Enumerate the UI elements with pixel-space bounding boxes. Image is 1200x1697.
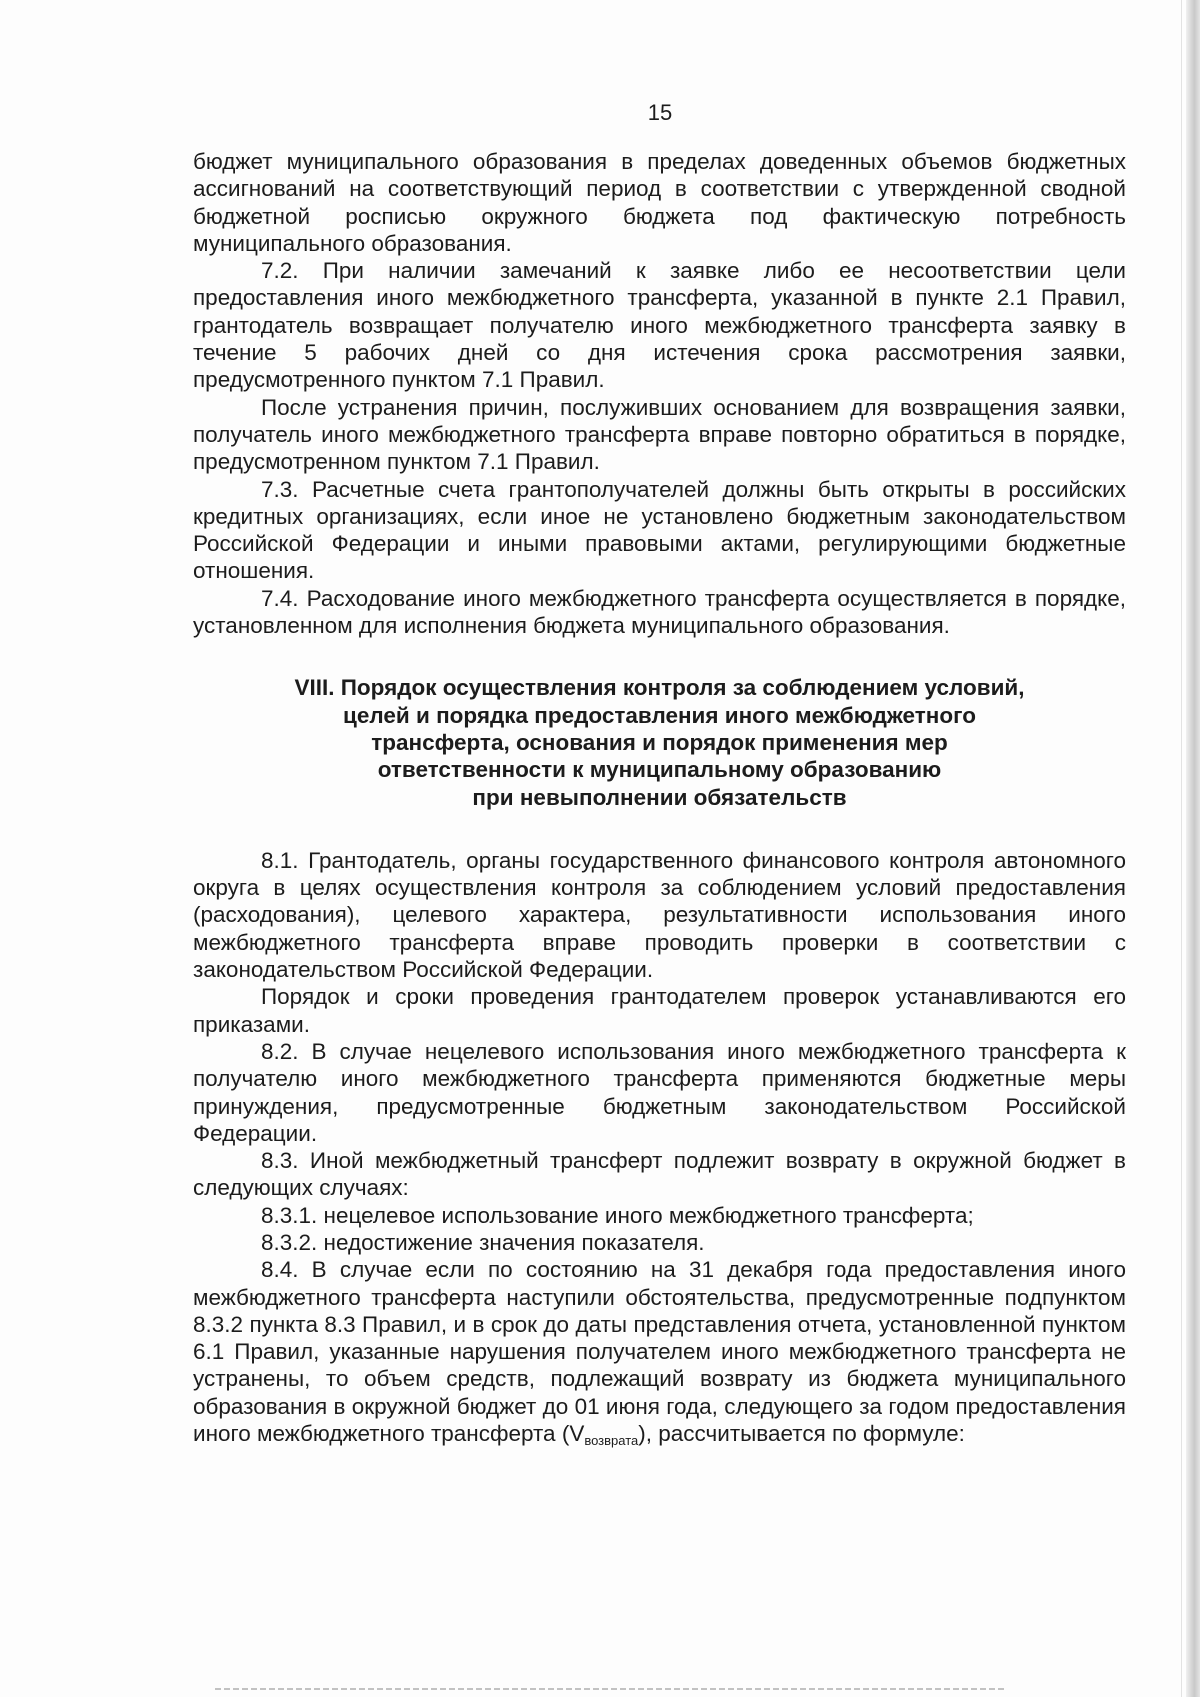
subscript-vozvrata: возврата: [584, 1433, 639, 1449]
section-7-paragraphs: [193, 148, 1126, 639]
paragraph: бюджет муниципального образования в пределах доведенных объемов бюджетных ассигнований на соответствующий период в соответствии с утвержденной сводной бюджетной росписью окружного бюджета под фактическую потребность муниципального образования.: [193, 149, 1126, 256]
paragraph: 7.4. Расходование иного межбюджетного трансферта осуществляется в порядке, установленном для исполнения бюджета муниципального образования.: [193, 585, 1126, 639]
paragraph: 8.3.2. недостижение значения показателя.: [261, 1229, 705, 1255]
heading-line: VIII. Порядок осуществления контроля за соблюдением условий,: [294, 675, 1025, 701]
heading-line: ответственности к муниципальному образованию: [377, 757, 942, 783]
paragraph: После устранения причин, послуживших основанием для возвращения заявки, получатель иного межбюджетного трансферта вправе повторно обратиться в порядке, предусмотренном пунктом 7.1 Правил.: [193, 394, 1126, 475]
paragraph-8-4-tail: ), рассчитывается по формуле:: [638, 1421, 965, 1447]
section-8-paragraphs: [193, 847, 1126, 1256]
paragraph: 8.1. Грантодатель, органы государственного финансового контроля автономного округа в целях осуществления контроля за соблюдением условий предоставления (расходования), целевого характера, результативности использования иного межбюджетного трансферта вправе проводить проверки в соответствии с законодательством Российской Федерации.: [193, 847, 1126, 983]
paragraph: 8.3.1. нецелевое использование иного межбюджетного трансферта;: [261, 1202, 974, 1228]
paragraph: Порядок и сроки проведения грантодателем проверок устанавливаются его приказами.: [193, 984, 1126, 1037]
heading-line: целей и порядка предоставления иного межбюджетного: [343, 702, 976, 728]
heading-line: трансферта, основания и порядок применения мер: [371, 729, 948, 755]
paragraph: 7.2. При наличии замечаний к заявке либо ее несоответствии цели предоставления иного межбюджетного трансферта, указанной в пункте 2.1 Правил, грантодатель возвращает получателю иного межбюджетного трансферта заявку в течение 5 рабочих дней со дня истечения срока рассмотрения заявки, предусмотренного пунктом 7.1 Правил.: [193, 258, 1126, 393]
paragraph: 8.3. Иной межбюджетный трансферт подлежит возврату в окружной бюджет в следующих случаях:: [193, 1148, 1126, 1201]
paragraph-8-4-text: 8.4. В случае если по состоянию на 31 декабря года предоставления иного межбюджетного трансферта наступили обстоятельства, предусмотренные подпунктом 8.3.2 пункта 8.3 Правил, и в срок до даты представления отчета, установленной пунктом 6.1 Правил, указанные нарушения получателем иного межбюджетного трансферта не устранены, то объем средств, подлежащий возврату из бюджета муниципального образования в окружной бюджет до 01 июня года, следующего за годом предоставления иного межбюджетного трансферта (V: [193, 1257, 1126, 1447]
paragraph: 7.3. Расчетные счета грантополучателей должны быть открыты в российских кредитных организациях, если иное не установлено бюджетным законодательством Российской Федерации и иными правовыми актами, регулирующими бюджетные отношения.: [193, 476, 1126, 584]
footer-rule: [215, 1688, 1005, 1690]
scan-edge-line: [1181, 0, 1182, 1697]
heading-line: при невыполнении обязательств: [472, 784, 847, 810]
scan-edge: [1186, 0, 1200, 1697]
document-body: [193, 148, 1126, 1454]
paragraph-8-4: [193, 1256, 1126, 1454]
paragraph: 8.2. В случае нецелевого использования иного межбюджетного трансферта к получателю иного межбюджетного трансферта применяются бюджетные меры принуждения, предусмотренные бюджетным законодательством Российской Федерации.: [193, 1038, 1126, 1146]
section-heading: [193, 674, 1126, 810]
page-number: 15: [647, 100, 673, 125]
